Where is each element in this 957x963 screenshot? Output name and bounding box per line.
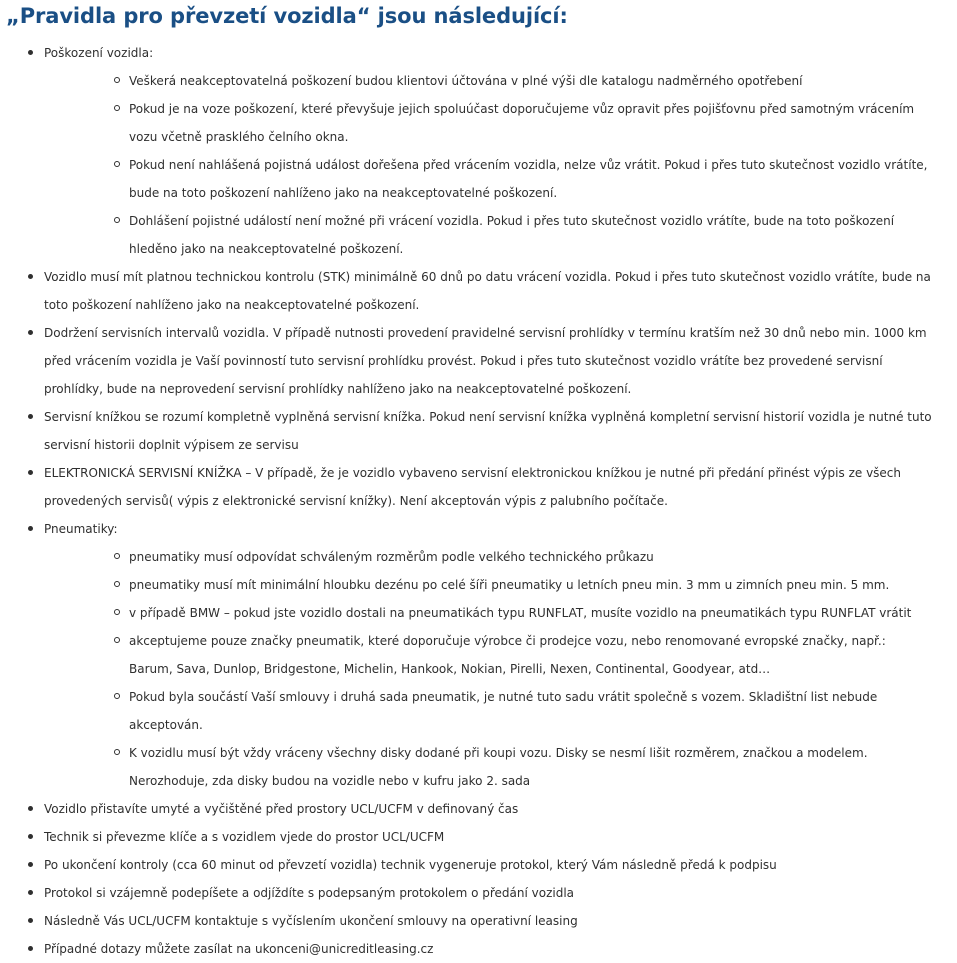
- bullet-circle-icon: [114, 581, 120, 587]
- bullet-circle-icon: [114, 105, 120, 111]
- bullet-circle-icon: [114, 693, 120, 699]
- sub-list-item: [44, 599, 943, 627]
- bullet-disc-icon: [28, 330, 33, 335]
- list-item-text: Pneumatiky:: [44, 522, 118, 536]
- list-item-text: Po ukončení kontroly (cca 60 minut od převzetí vozidla) technik vygeneruje protokol, který Vám následně předá k podpisu: [44, 858, 777, 872]
- list-item: [0, 795, 957, 823]
- list-item: [0, 879, 957, 907]
- list-item-text: Případné dotazy můžete zasílat na ukonceni@unicreditleasing.cz: [44, 942, 434, 956]
- bullet-disc-icon: [28, 946, 33, 951]
- list-item-text: Dodržení servisních intervalů vozidla. V případě nutnosti provedení pravidelné servisní prohlídky v termínu kratším než 30 dnů nebo min. 1000 km před vrácením vozidla je Vaší povinností tuto servisní prohlídku provést. Pokud i přes tuto skutečnost vozidlo vrátíte bez provedené servisní prohlídky, bude na neprovedení servisní prohlídky nahlíženo jako na neakceptovatelné poškození.: [44, 326, 927, 396]
- sub-list-item: [44, 627, 943, 683]
- list-item: [0, 823, 957, 851]
- bullet-circle-icon: [114, 637, 120, 643]
- bullet-circle-icon: [114, 161, 120, 167]
- list-item: [0, 935, 957, 963]
- bullet-circle-icon: [114, 609, 120, 615]
- list-item: [0, 907, 957, 935]
- list-item: [0, 459, 957, 515]
- bullet-circle-icon: [114, 77, 120, 83]
- sub-list-item: [44, 151, 943, 207]
- sub-list: [44, 543, 943, 795]
- list-item-text: Technik si převezme klíče a s vozidlem vjede do prostor UCL/UCFM: [44, 830, 445, 844]
- sub-list-item-text: pneumatiky musí mít minimální hloubku dezénu po celé šíři pneumatiky u letních pneu min. 3 mm u zimních pneu min. 5 mm.: [129, 578, 890, 592]
- list-item-text: Servisní knížkou se rozumí kompletně vyplněná servisní knížka. Pokud není servisní knížka vyplněná kompletní servisní historií vozidla je nutné tuto servisní historii doplnit výpisem ze servisu: [44, 410, 932, 452]
- sub-list-item-text: K vozidlu musí být vždy vráceny všechny disky dodané při koupi vozu. Disky se nesmí lišit rozměrem, značkou a modelem. Nerozhoduje, zda disky budou na vozidle nebo v kufru jako 2. sada: [129, 746, 868, 788]
- bullet-circle-icon: [114, 749, 120, 755]
- sub-list-item: [44, 543, 943, 571]
- sub-list-item: [44, 739, 943, 795]
- sub-list-item-text: v případě BMW – pokud jste vozidlo dostali na pneumatikách typu RUNFLAT, musíte vozidlo na pneumatikách typu RUNFLAT vrátit: [129, 606, 912, 620]
- list-item-text: Vozidlo musí mít platnou technickou kontrolu (STK) minimálně 60 dnů po datu vrácení vozidla. Pokud i přes tuto skutečnost vozidlo vrátíte, bude na toto poškození nahlíženo jako na neakceptovatelné poškození.: [44, 270, 931, 312]
- sub-list-item-text: akceptujeme pouze značky pneumatik, které doporučuje výrobce či prodejce vozu, nebo renomované evropské značky, např.: Barum, Sava, Dunlop, Bridgestone, Michelin, Hankook, Nokian, Pirelli, Nexen, Continental, Goodyear, atd…: [129, 634, 886, 676]
- list-item: [0, 319, 957, 403]
- bullet-circle-icon: [114, 217, 120, 223]
- sub-list-item: [44, 571, 943, 599]
- sub-list-item: [44, 95, 943, 151]
- page-title: „Pravidla pro převzetí vozidla“ jsou následující:: [6, 4, 568, 28]
- list-item-text: Následně Vás UCL/UCFM kontaktuje s vyčíslením ukončení smlouvy na operativní leasing: [44, 914, 578, 928]
- list-item: [0, 403, 957, 459]
- bullet-disc-icon: [28, 526, 33, 531]
- sub-list: [44, 67, 943, 263]
- list-item: [0, 851, 957, 879]
- sub-list-item-text: Pokud byla součástí Vaší smlouvy i druhá sada pneumatik, je nutné tuto sadu vrátit společně s vozem. Skladištní list nebude akceptován.: [129, 690, 878, 732]
- bullet-disc-icon: [28, 50, 33, 55]
- bullet-disc-icon: [28, 918, 33, 923]
- sub-list-item-text: Veškerá neakceptovatelná poškození budou klientovi účtována v plné výši dle katalogu nadměrného opotřebení: [129, 74, 803, 88]
- sub-list-item-text: pneumatiky musí odpovídat schváleným rozměrům podle velkého technického průkazu: [129, 550, 654, 564]
- sub-list-item: [44, 67, 943, 95]
- bullet-disc-icon: [28, 862, 33, 867]
- list-item: [0, 39, 957, 263]
- sub-list-item-text: Pokud není nahlášená pojistná událost dořešena před vrácením vozidla, nelze vůz vrátit. Pokud i přes tuto skutečnost vozidlo vrátíte, bude na toto poškození nahlíženo jako na neakceptovatelné poškození.: [129, 158, 928, 200]
- list-item-text: ELEKTRONICKÁ SERVISNÍ KNÍŽKA – V případě, že je vozidlo vybaveno servisní elektronickou knížkou je nutné při předání přinést výpis ze všech provedených servisů( výpis z elektronické servisní knížky). Není akceptován výpis z palubního počítače.: [44, 466, 902, 508]
- bullet-disc-icon: [28, 834, 33, 839]
- rules-list: [0, 39, 957, 963]
- bullet-disc-icon: [28, 414, 33, 419]
- bullet-disc-icon: [28, 806, 33, 811]
- sub-list-item-text: Dohlášení pojistné událostí není možné při vrácení vozidla. Pokud i přes tuto skutečnost vozidlo vrátíte, bude na toto poškození hleděno jako na neakceptovatelné poškození.: [129, 214, 895, 256]
- list-item: [0, 515, 957, 795]
- list-item-text: Protokol si vzájemně podepíšete a odjíždíte s podepsaným protokolem o předání vozidla: [44, 886, 575, 900]
- bullet-disc-icon: [28, 470, 33, 475]
- sub-list-item: [44, 207, 943, 263]
- bullet-disc-icon: [28, 274, 33, 279]
- bullet-disc-icon: [28, 890, 33, 895]
- list-item-text: Vozidlo přistavíte umyté a vyčištěné před prostory UCL/UCFM v definovaný čas: [44, 802, 519, 816]
- bullet-circle-icon: [114, 553, 120, 559]
- list-item-text: Poškození vozidla:: [44, 46, 154, 60]
- sub-list-item: [44, 683, 943, 739]
- list-item: [0, 263, 957, 319]
- sub-list-item-text: Pokud je na voze poškození, které převyšuje jejich spoluúčast doporučujeme vůz opravit přes pojišťovnu před samotným vrácením vozu včetně prasklého čelního okna.: [129, 102, 915, 144]
